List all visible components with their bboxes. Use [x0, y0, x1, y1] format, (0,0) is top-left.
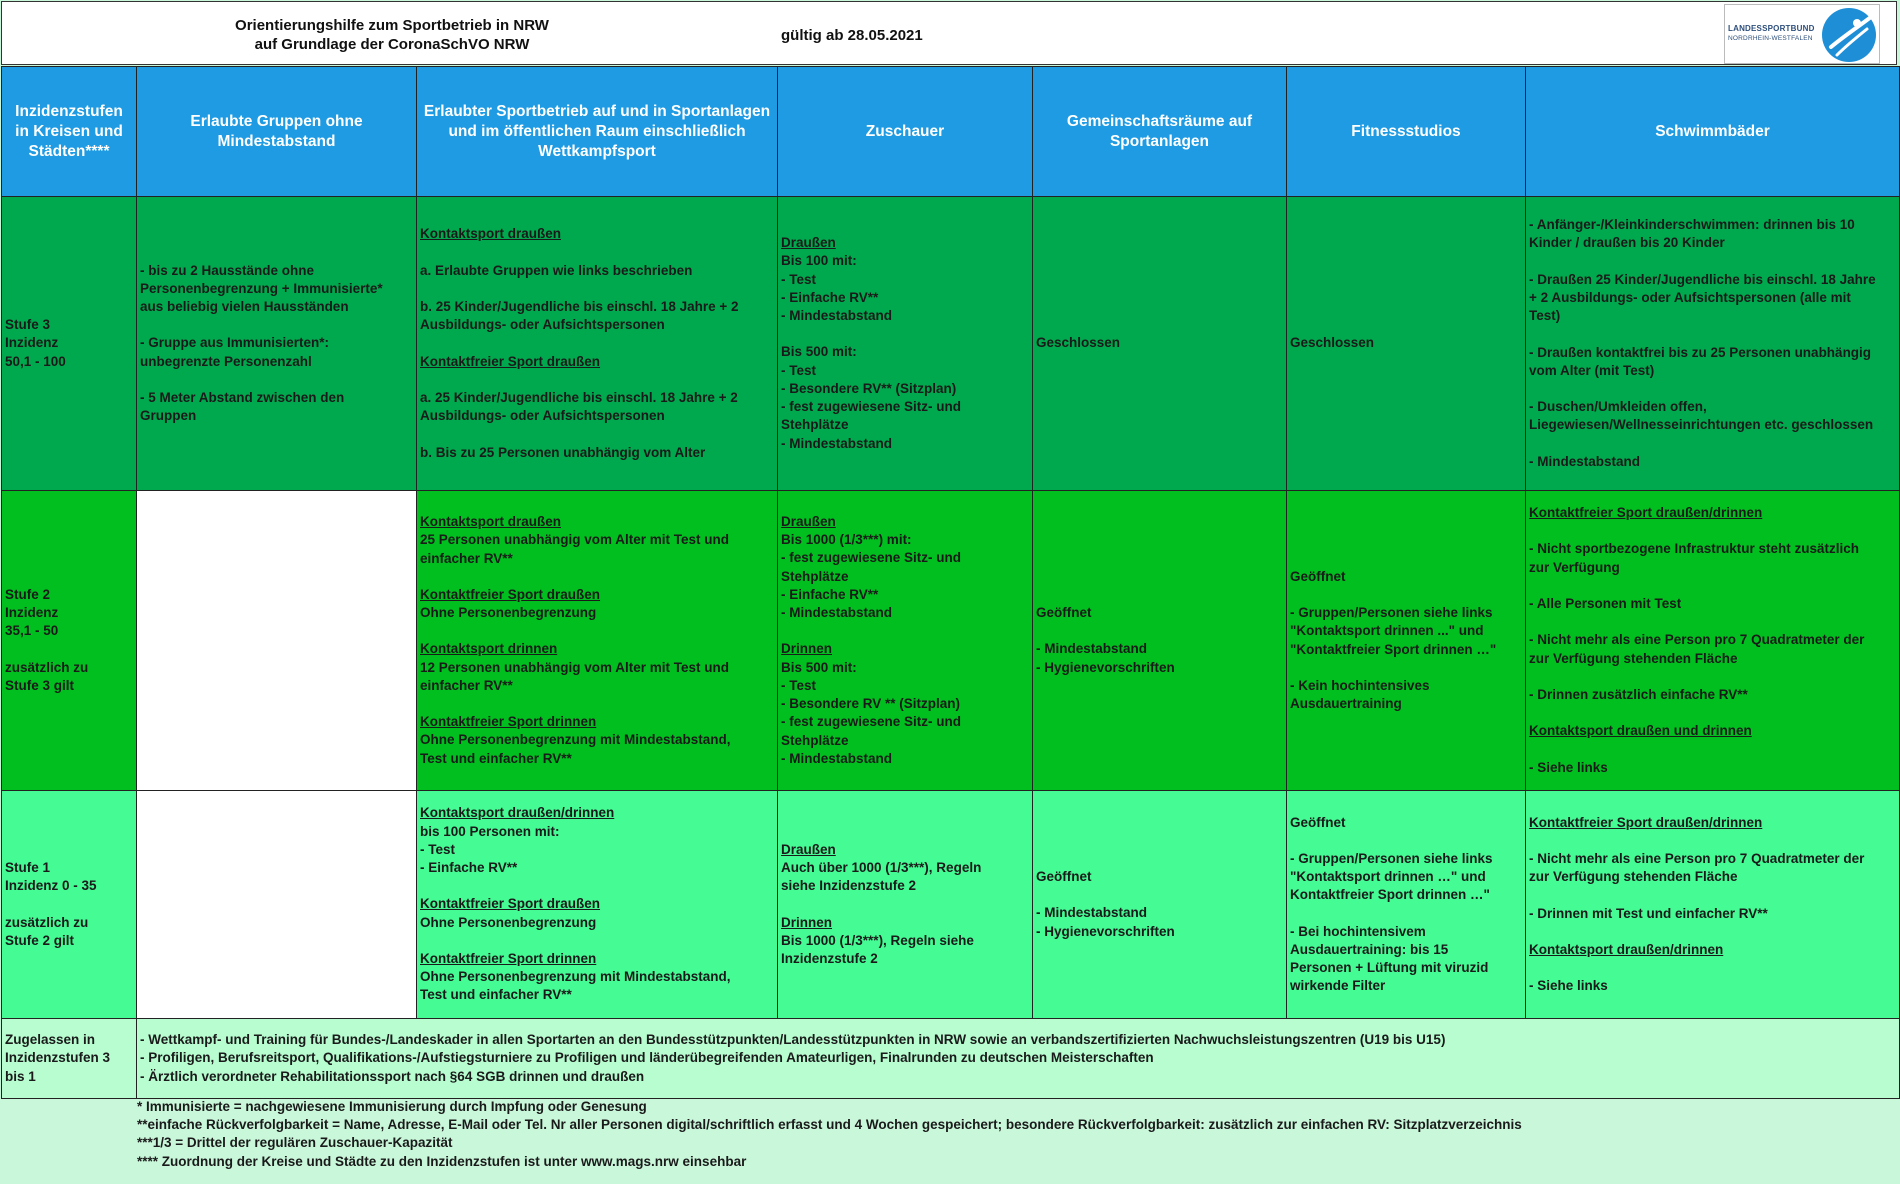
text-line: - Kein hochintensives [1290, 677, 1430, 693]
blank-line [781, 895, 1030, 913]
stage-line: 35,1 - 50 [5, 623, 59, 639]
text-line: Geöffnet [1290, 568, 1346, 584]
section-heading: Drinnen [781, 641, 833, 657]
text-line: Kontaktfreier Sport drinnen …" [1290, 887, 1490, 903]
text-line: 12 Personen unabhängig vom Alter mit Test und [420, 659, 730, 675]
blank-line [1529, 522, 1897, 540]
blank-line [1290, 832, 1523, 850]
blank-line [5, 895, 134, 913]
text-line: Geöffnet [1036, 605, 1092, 621]
text-line: - Hygienevorschriften [1036, 659, 1175, 675]
text-line: - Siehe links [1529, 978, 1608, 994]
section-heading: Kontaktsport draußen/drinnen [420, 805, 615, 821]
blank-line [420, 932, 775, 950]
text-line: b. Bis zu 25 Personen unabhängig vom Alter [420, 444, 706, 460]
section-heading: Kontaktfreier Sport drinnen [420, 950, 597, 966]
text-line: Auch über 1000 (1/3***), Regeln [781, 860, 982, 875]
logo-text [1728, 24, 1814, 44]
section-heading: Kontaktfreier Sport draußen/drinnen [1529, 814, 1763, 830]
title-line-1: Orientierungshilfe zum Sportbetrieb in NRW [235, 17, 549, 34]
text-line: - Test [781, 677, 817, 693]
logo-line-2: NORDRHEIN-WESTFALEN [1728, 35, 1813, 42]
text-line: Inzidenzstufe 2 [781, 951, 878, 966]
blank-line [1290, 586, 1523, 604]
text-line: - fest zugewiesene Sitz- und [781, 550, 962, 566]
text-line: Ausbildungs- oder Aufsichtspersonen [420, 408, 665, 424]
text-line: - Bei hochintensivem [1290, 923, 1426, 939]
text-line: - Einfache RV** [781, 289, 879, 305]
text-line: - Draußen kontaktfrei bis zu 25 Personen unabhängig [1529, 344, 1872, 360]
text-line: b. 25 Kinder/Jugendliche bis einschl. 18 Jahre + 2 [420, 299, 739, 314]
allowed-row-content [137, 1019, 1900, 1099]
blank-line [420, 877, 775, 895]
cell-allowed-sport [417, 491, 778, 791]
text-line: Test und einfacher RV** [420, 750, 572, 766]
text-line: Ohne Personenbegrenzung mit Mindestabstand, [420, 732, 731, 748]
footnote: **einfache Rückverfolgbarkeit = Name, Adresse, E-Mail oder Tel. Nr aller Personen digital/schriftlich erfasst und 4 Wochen gespeichert; besondere Rückverfolgbarkeit: zusätzlich zur einfachen RV: Sitzplatzverzeichnis [137, 1117, 1522, 1133]
stage-line: Inzidenz [5, 605, 59, 621]
blank-line [1529, 923, 1897, 941]
text-line: Geschlossen [1036, 335, 1121, 351]
section-heading: Kontaktsport draußen [420, 226, 562, 242]
text-line: - Einfache RV** [781, 586, 879, 602]
text-line: a. Erlaubte Gruppen wie links beschrieben [420, 262, 693, 278]
text-line: Gruppen [140, 408, 197, 424]
blank-line [420, 695, 775, 713]
text-line: zur Verfügung stehenden Fläche [1529, 650, 1738, 666]
text-line: vom Alter (mit Test) [1529, 362, 1655, 378]
section-heading: Draußen [781, 841, 836, 857]
text-line: zur Verfügung [1529, 559, 1620, 575]
logo-mark-icon [1821, 7, 1877, 63]
allowed-line: - Ärztlich verordneter Rehabilitationssport nach §64 SGB drinnen und draußen [140, 1068, 645, 1084]
text-line: - Mindestabstand [781, 435, 893, 451]
blank-line [420, 622, 775, 640]
text-line: - Mindestabstand [781, 308, 893, 324]
document-title [162, 16, 622, 54]
header-fitness-studios: Fitnessstudios [1287, 67, 1526, 197]
cell-swimming-pools [1526, 791, 1900, 1019]
footnote: ***1/3 = Drittel der regulären Zuschauer-Kapazität [137, 1135, 453, 1151]
blank-line [140, 371, 414, 389]
text-line: - bis zu 2 Hausstände ohne [140, 262, 315, 278]
section-heading: Draußen [781, 514, 836, 530]
cell-swimming-pools [1526, 491, 1900, 791]
text-line: wirkende Filter [1290, 978, 1386, 994]
text-line: - Nicht sportbezogene Infrastruktur steht zusätzlich [1529, 541, 1860, 557]
text-line: - Besondere RV** (Sitzplan) [781, 380, 957, 396]
text-line: - Anfänger-/Kleinkinderschwimmen: drinnen bis 10 [1529, 217, 1855, 233]
text-line: - Nicht mehr als eine Person pro 7 Quadratmeter der [1529, 632, 1865, 648]
section-heading: Kontaktfreier Sport draußen [420, 353, 601, 369]
text-line: - Duschen/Umkleiden offen, [1529, 399, 1707, 415]
stage-label [2, 197, 137, 491]
cell-fitness-studios [1287, 791, 1526, 1019]
text-line: Geöffnet [1036, 869, 1092, 885]
blank-line [1529, 325, 1897, 343]
logo-line-1: LANDESSPORTBUND [1728, 24, 1815, 33]
stage-line: Stufe 3 [5, 317, 51, 333]
sport-rules-table [1, 66, 1900, 1099]
blank-line [1529, 886, 1897, 904]
stage-line: Stufe 2 gilt [5, 932, 75, 948]
section-heading: Kontaktfreier Sport draußen [420, 896, 601, 912]
text-line: Ohne Personenbegrenzung [420, 605, 597, 621]
text-line: - Gruppe aus Immunisierten*: [140, 335, 330, 351]
text-line: - Mindestabstand [1036, 641, 1148, 657]
blank-line [420, 280, 775, 298]
text-line: Test und einfacher RV** [420, 987, 572, 1003]
cell-allowed-sport [417, 791, 778, 1019]
text-line: "Kontaktsport drinnen …" und [1290, 869, 1486, 885]
text-line: - Gruppen/Personen siehe links [1290, 605, 1493, 621]
text-line: + 2 Ausbildungs- oder Aufsichtspersonen (alle mit [1529, 289, 1851, 305]
text-line: - Draußen 25 Kinder/Jugendliche bis einschl. 18 Jahre [1529, 271, 1876, 287]
text-line: - Mindestabstand [1036, 905, 1148, 921]
text-line: - Mindestabstand [781, 605, 893, 621]
section-heading: Kontaktfreier Sport drinnen [420, 714, 597, 730]
text-line: Liegewiesen/Wellnesseinrichtungen etc. geschlossen [1529, 417, 1874, 433]
text-line: Bis 500 mit: [781, 659, 857, 675]
text-line: einfacher RV** [420, 550, 513, 566]
cell-spectators [778, 791, 1033, 1019]
text-line: - Mindestabstand [781, 750, 893, 766]
text-line: - Hygienevorschriften [1036, 923, 1175, 939]
text-line: Stehplätze [781, 732, 849, 748]
text-line: - fest zugewiesene Sitz- und [781, 399, 962, 415]
text-line: - Einfache RV** [420, 860, 518, 875]
allowed-row-label [2, 1019, 137, 1099]
cell-common-rooms [1033, 791, 1287, 1019]
text-line: - Siehe links [1529, 759, 1608, 775]
blank-line [1290, 659, 1523, 677]
text-line: - 5 Meter Abstand zwischen den [140, 389, 345, 405]
text-line: Ausdauertraining [1290, 696, 1402, 712]
header-row [2, 67, 1900, 197]
row-stage-2 [2, 491, 1900, 791]
text-line: Ausdauertraining: bis 15 [1290, 941, 1449, 957]
text-line: Geschlossen [1290, 335, 1375, 351]
cell-fitness-studios [1287, 491, 1526, 791]
cell-allowed-groups [137, 491, 417, 791]
stage-label [2, 491, 137, 791]
blank-line [5, 641, 134, 659]
title-line-2: auf Grundlage der CoronaSchVO NRW [254, 36, 530, 53]
stage-line: Stufe 3 gilt [5, 677, 75, 693]
text-line: unbegrenzte Personenzahl [140, 353, 312, 369]
text-line: "Kontaktsport drinnen ..." und [1290, 623, 1484, 639]
stage-line: 50,1 - 100 [5, 353, 66, 369]
blank-line [140, 316, 414, 334]
allowed-line: - Profiligen, Berufsreitsport, Qualifikations-/Aufstiegsturniere zu Profiligen und länderübegreifenden Amateurligen, Finalrunden zu deutschen Meisterschaften [140, 1050, 1154, 1066]
blank-line [1529, 253, 1897, 271]
text-line: Personenbegrenzung + Immunisierte* [140, 280, 383, 296]
stage-line: Stufe 1 [5, 860, 51, 875]
section-heading: Kontaktsport draußen [420, 514, 562, 530]
blank-line [1529, 668, 1897, 686]
text-line: Bis 500 mit: [781, 344, 857, 360]
text-line: - Alle Personen mit Test [1529, 596, 1682, 611]
stage-line: zusätzlich zu [5, 914, 89, 930]
blank-line [420, 568, 775, 586]
blank-line [1529, 741, 1897, 759]
blank-line [1529, 613, 1897, 631]
text-line: Ausbildungs- oder Aufsichtspersonen [420, 317, 665, 333]
text-line: Ohne Personenbegrenzung mit Mindestabstand, [420, 969, 731, 985]
text-line: Test) [1529, 308, 1561, 324]
text-line: aus beliebig vielen Hausständen [140, 299, 349, 314]
blank-line [1529, 380, 1897, 398]
cell-spectators [778, 491, 1033, 791]
blank-line [1529, 435, 1897, 453]
text-line: - Test [420, 841, 456, 857]
section-heading: Drinnen [781, 914, 833, 930]
text-line: a. 25 Kinder/Jugendliche bis einschl. 18 Jahre + 2 [420, 389, 738, 405]
text-line: - Drinnen mit Test und einfacher RV** [1529, 905, 1768, 921]
text-line: - fest zugewiesene Sitz- und [781, 714, 962, 730]
stage-line: Inzidenz 0 - 35 [5, 878, 97, 894]
allowed-line: - Wettkampf- und Training für Bundes-/Landeskader in allen Sportarten an den Bundesstützpunkten/Landesstützpunkten in NRW sowie an verbandszertifizierten Nachwuchsleistungszentren (U19 bis U15) [140, 1032, 1446, 1048]
text-line: siehe Inzidenzstufe 2 [781, 878, 917, 894]
text-line: bis 100 Personen mit: [420, 823, 560, 839]
text-line: Geöffnet [1290, 814, 1346, 830]
text-line: 25 Personen unabhängig vom Alter mit Test und [420, 532, 730, 548]
text-line: - Mindestabstand [1529, 453, 1641, 469]
cell-common-rooms [1033, 491, 1287, 791]
cell-allowed-groups [137, 791, 417, 1019]
text-line: Stehplätze [781, 417, 849, 433]
text-line: Kinder / draußen bis 20 Kinder [1529, 235, 1725, 251]
blank-line [1529, 959, 1897, 977]
text-line: - Drinnen zusätzlich einfache RV** [1529, 686, 1748, 702]
header-spectators: Zuschauer [778, 67, 1033, 197]
text-line: Bis 1000 (1/3***) mit: [781, 532, 912, 548]
header-swimming-pools: Schwimmbäder [1526, 67, 1900, 197]
cell-swimming-pools [1526, 197, 1900, 491]
title-bar [1, 1, 1897, 65]
footnote: **** Zuordnung der Kreise und Städte zu den Inzidenzstufen ist unter www.mags.nrw einsehbar [137, 1153, 747, 1169]
blank-line [781, 325, 1030, 343]
header-common-rooms: Gemeinschaftsräume auf Sportanlagen [1033, 67, 1287, 197]
cell-allowed-sport [417, 197, 778, 491]
cell-common-rooms [1033, 197, 1287, 491]
header-incidence-stages: Inzidenzstufen in Kreisen und Städten**** [2, 67, 137, 197]
text-line: Bis 1000 (1/3***), Regeln siehe [781, 932, 974, 948]
section-heading: Draußen [781, 235, 836, 251]
cell-allowed-groups [137, 197, 417, 491]
section-heading: Kontaktfreier Sport draußen/drinnen [1529, 505, 1763, 521]
landessportbund-logo [1724, 4, 1880, 64]
text-line: - Nicht mehr als eine Person pro 7 Quadratmeter der [1529, 850, 1865, 866]
label-line: bis 1 [5, 1068, 36, 1084]
stage-line: Stufe 2 [5, 586, 51, 602]
footnotes [137, 1098, 1877, 1171]
blank-line [420, 334, 775, 352]
header-allowed-sport: Erlaubter Sportbetrieb auf und in Sportanlagen und im öffentlichen Raum einschließlich Wettkampfsport [417, 67, 778, 197]
blank-line [420, 243, 775, 261]
text-line: Bis 100 mit: [781, 253, 857, 269]
section-heading: Kontaktsport draußen/drinnen [1529, 941, 1724, 957]
section-heading: Kontaktsport drinnen [420, 641, 558, 657]
blank-line [420, 371, 775, 389]
blank-line [1529, 704, 1897, 722]
stage-line: Inzidenz [5, 335, 59, 351]
blank-line [1529, 832, 1897, 850]
blank-line [781, 622, 1030, 640]
footnote: * Immunisierte = nachgewiesene Immunisierung durch Impfung oder Genesung [137, 1099, 647, 1114]
text-line: - Gruppen/Personen siehe links [1290, 850, 1493, 866]
cell-spectators [778, 197, 1033, 491]
text-line: zur Verfügung stehenden Fläche [1529, 869, 1738, 885]
blank-line [1290, 905, 1523, 923]
text-line: - Test [781, 271, 817, 287]
row-allowed-all-stages [2, 1019, 1900, 1099]
text-line: einfacher RV** [420, 677, 513, 693]
blank-line [1036, 886, 1284, 904]
blank-line [420, 425, 775, 443]
stage-label [2, 791, 137, 1019]
section-heading: Kontaktsport draußen und drinnen [1529, 723, 1752, 739]
label-line: Inzidenzstufen 3 [5, 1050, 111, 1066]
row-stage-1 [2, 791, 1900, 1019]
row-stage-3 [2, 197, 1900, 491]
section-heading: Kontaktfreier Sport draußen [420, 586, 601, 602]
text-line: "Kontaktfreier Sport drinnen …" [1290, 641, 1497, 657]
blank-line [1529, 577, 1897, 595]
header-allowed-groups: Erlaubte Gruppen ohne Mindestabstand [137, 67, 417, 197]
text-line: Personen + Lüftung mit viruzid [1290, 960, 1489, 976]
text-line: Stehplätze [781, 568, 849, 584]
cell-fitness-studios [1287, 197, 1526, 491]
text-line: Ohne Personenbegrenzung [420, 914, 597, 930]
blank-line [1036, 622, 1284, 640]
text-line: - Besondere RV ** (Sitzplan) [781, 696, 961, 712]
text-line: - Test [781, 362, 817, 378]
label-line: Zugelassen in [5, 1032, 96, 1048]
valid-from-date: gültig ab 28.05.2021 [781, 27, 923, 44]
stage-line: zusätzlich zu [5, 659, 89, 675]
